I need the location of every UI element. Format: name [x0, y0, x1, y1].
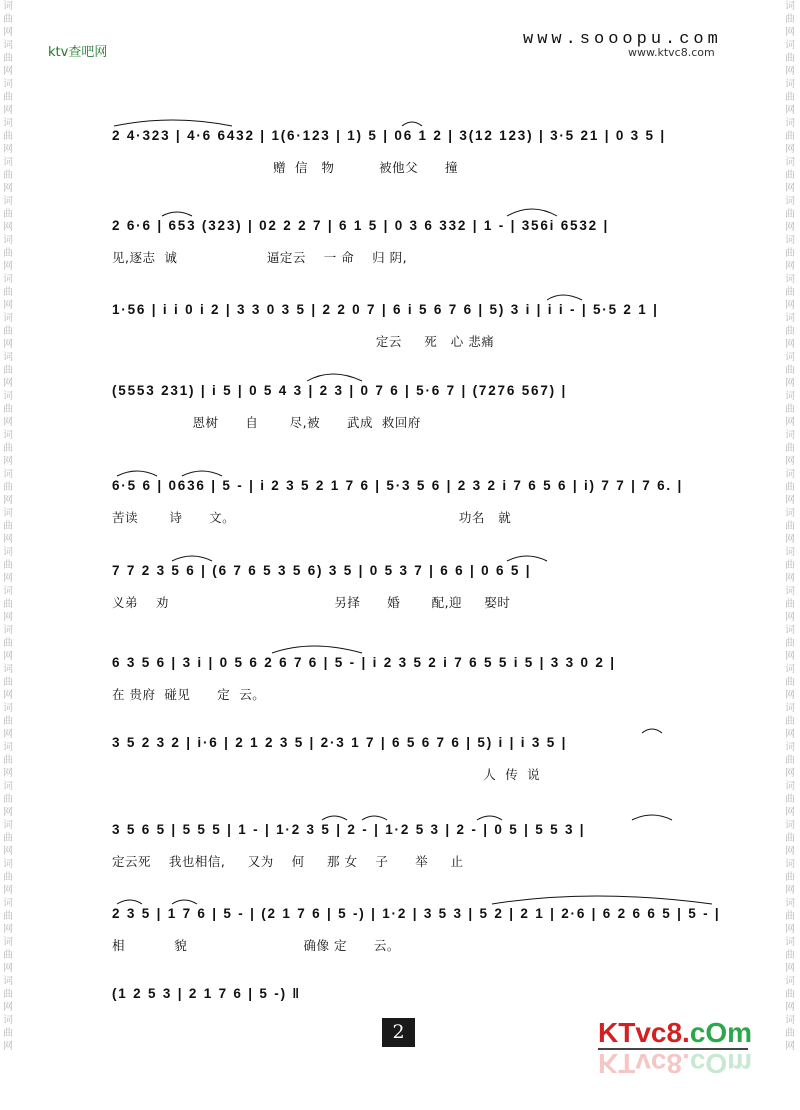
site-brand[interactable]: ktv查吧网: [48, 45, 108, 60]
notation-line: 3 5 6 5 | 5 5 5 | 1 - | 1·2 3 5 | 2 - | 1·2 5 3 | 2 - | 0 5 | 5 5 3 |: [112, 822, 586, 837]
notation-line: 6·5 6 | 0636 | 5 - | i 2 3 5 2 1 7 6 | 5·3 5 6 | 2 3 2 i 7 6 5 6 | i) 7 7 | 7 6. |: [112, 478, 684, 493]
lyric-line: 见,逐志 诚 逼定云 一 命 归 阴,: [112, 250, 408, 265]
slur-marks: [112, 723, 732, 735]
lyric-line: 定云 死 心 悲痛: [112, 334, 495, 349]
notation-line: 2 3 5 | 1 7 6 | 5 - | (2 1 7 6 | 5 -) | 1·2 | 3 5 3 | 5 2 | 2 1 | 2·6 | 6 2 6 6 5 | 5 - |: [112, 906, 721, 921]
left-watermark-text: 词曲网词曲网词曲网词曲网词曲网词曲网词曲网词曲网词曲网词曲网词曲网词曲网词曲网词曲网词曲网词曲网词曲网词曲网词曲网词曲网词曲网词曲网词曲网词曲网词曲网词曲网词曲网: [3, 1, 13, 1052]
site-url[interactable]: www.sooopu.com: [523, 30, 722, 49]
lyric-line: 苦读 诗 文。 功名 就: [112, 510, 512, 525]
slur-marks: [112, 206, 732, 218]
slur-marks: [112, 290, 732, 302]
site-url-sub[interactable]: www.ktvc8.com: [628, 46, 715, 59]
notation-line: 6 3 5 6 | 3 i | 0 5 6 2 6 7 6 | 5 - | i 2 3 5 2 i 7 6 5 5 i 5 | 3 3 0 2 |: [112, 655, 616, 670]
notation-line: 7 7 2 3 5 6 | (6 7 6 5 3 5 6) 3 5 | 0 5 3 7 | 6 6 | 0 6 5 |: [112, 563, 532, 578]
slur-marks: [112, 116, 732, 128]
lyric-line: 人 传 说: [112, 767, 541, 782]
notation-line: 2 4·323 | 4·6 6432 | 1(6·123 | 1) 5 | 06 1 2 | 3(12 123) | 3·5 21 | 0 3 5 |: [112, 128, 666, 143]
logo-reflection: KTvc8.cOm: [598, 1048, 753, 1079]
ktvc8-logo: [598, 1017, 753, 1088]
left-watermark-strip: [2, 0, 16, 1110]
notation-line: 3 5 2 3 2 | i·6 | 2 1 2 3 5 | 2·3 1 7 | 6 5 6 7 6 | 5) i | i 3 5 |: [112, 735, 568, 750]
notation-line: (1 2 5 3 | 2 1 7 6 | 5 -) ‖: [112, 986, 301, 1001]
page-number: 2: [382, 1018, 415, 1047]
logo-text: KTvc8.cOm: [598, 1017, 753, 1048]
right-watermark-text: 词曲网词曲网词曲网词曲网词曲网词曲网词曲网词曲网词曲网词曲网词曲网词曲网词曲网词曲网词曲网词曲网词曲网词曲网词曲网词曲网词曲网词曲网词曲网词曲网词曲网词曲网词曲网: [785, 1, 795, 1052]
slur-marks: [112, 894, 732, 906]
notation-line: 1·56 | i i 0 i 2 | 3 3 0 3 5 | 2 2 0 7 | 6 i 5 6 7 6 | 5) 3 i | i i - | 5·5 2 1 |: [112, 302, 659, 317]
slur-marks: [112, 371, 732, 383]
lyric-line: 定云死 我也相信, 又为 何 那 女 子 举 止: [112, 854, 464, 869]
lyric-line: 义弟 劝 另择 婚 配,迎 娶时: [112, 595, 511, 610]
right-watermark-strip: [784, 0, 798, 1110]
slur-marks: [112, 466, 732, 478]
slur-marks: [112, 551, 732, 563]
notation-line: 2 6·6 | 653 (323) | 02 2 2 7 | 6 1 5 | 0 3 6 332 | 1 - | 356i 6532 |: [112, 218, 610, 233]
slur-marks: [112, 643, 732, 655]
notation-line: (5553 231) | i 5 | 0 5 4 3 | 2 3 | 0 7 6 | 5·6 7 | (7276 567) |: [112, 383, 568, 398]
lyric-line: 相 貌 确像 定 云。: [112, 938, 400, 953]
slur-marks: [112, 810, 732, 822]
lyric-line: 赠 信 物 被他父 撞: [112, 160, 458, 175]
lyric-line: 在 贵府 碰见 定 云。: [112, 687, 266, 702]
lyric-line: 恩树 自 尽,被 武成 救回府: [112, 415, 421, 430]
